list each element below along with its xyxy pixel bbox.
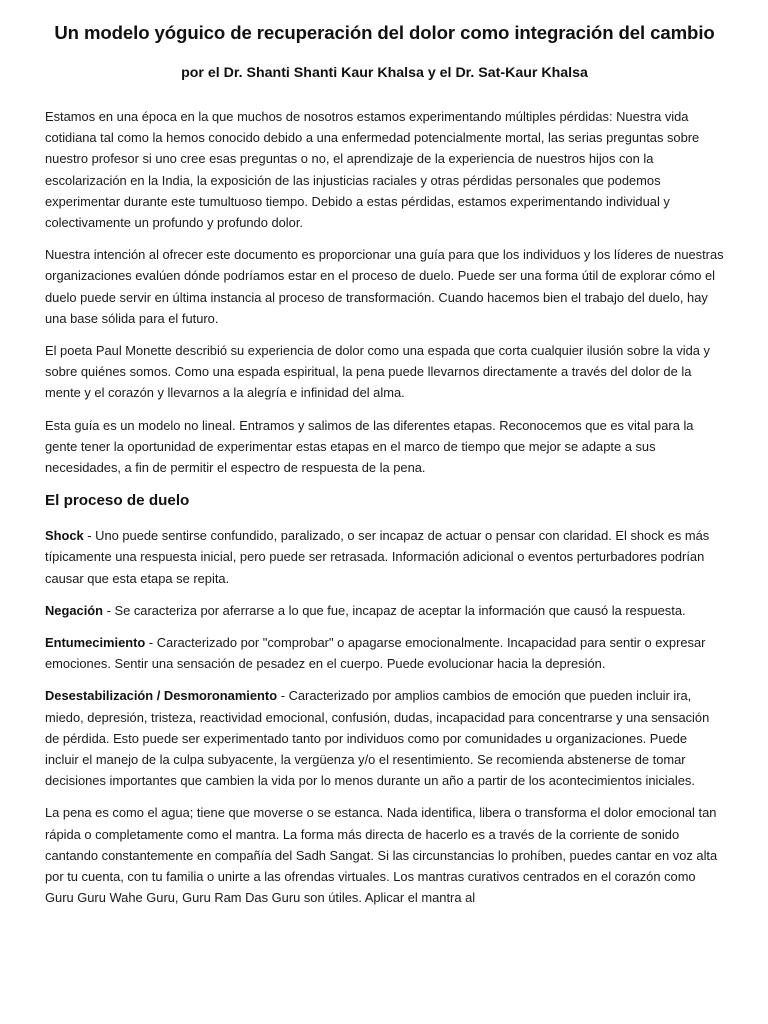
stage-shock: [45, 525, 724, 589]
stage-negacion: [45, 600, 724, 621]
stage-description: - Caracterizado por amplios cambios de emoción que pueden incluir ira, miedo, depresión, tristeza, reactividad emocional, confusión, dudas, incapacidad para concentrarse y una sensación de pérdida. Esto puede ser experimentado tanto por individuos como por comunidades u organizaciones. Puede incluir el manejo de la culpa subyacente, la vergüenza y/o el resentimiento. Se recomienda abstenerse de tomar decisiones importantes que cambien la vida por lo menos durante un año a partir de los acontecimientos iniciales.: [45, 688, 710, 789]
stage-term: Negación: [45, 602, 104, 618]
intro-paragraph-2: Nuestra intención al ofrecer este documento es proporcionar una guía para que los individuos y los líderes de nuestras organizaciones evalúen dónde podríamos estar en el proceso de duelo. Puede ser una forma útil de explorar cómo el duelo puede servir en última instancia al proceso de transformación. Cuando hacemos bien el trabajo del duelo, hay una base sólida para el futuro.: [45, 247, 724, 326]
stage-term: Shock: [45, 528, 84, 544]
document-authors: por el Dr. Shanti Shanti Kaur Khalsa y el Dr. Sat-Kaur Khalsa: [181, 65, 588, 81]
stage-entumecimiento: [45, 632, 724, 674]
stage-description: - Caracterizado por "comprobar" o apagarse emocionalmente. Incapacidad para sentir o expresar emociones. Sentir una sensación de pesadez en el cuerpo. Puede evolucionar hacia la depresión.: [45, 635, 706, 672]
closing-paragraph: La pena es como el agua; tiene que moverse o se estanca. Nada identifica, libera o transforma el dolor emocional tan rápida o completamente como el mantra. La forma más directa de hacerlo es a través de la corriente de sonido cantando constantemente en compañía del Sadh Sangat. Si las circunstancias lo prohíben, puedes cantar en voz alta por tu cuenta, con tu familia o unirte a las ofrendas virtuales. Los mantras curativos centrados en el corazón como Guru Guru Wahe Guru, Guru Ram Das Guru son útiles. Aplicar el mantra al: [45, 805, 718, 906]
stage-description: - Uno puede sentirse confundido, paralizado, o ser incapaz de actuar o pensar con claridad. El shock es más típicamente una respuesta inicial, pero puede ser retrasada. Información adicional o eventos perturbadores podrían causar que esta etapa se repita.: [45, 528, 710, 586]
intro-paragraph-1: Estamos en una época en la que muchos de nosotros estamos experimentando múltiples pérdidas: Nuestra vida cotidiana tal como la hemos conocido debido a una enfermedad potencialmente mortal, las serias preguntas sobre nuestro profesor si uno cree esas preguntas o no, el aprendizaje de la experiencia de nuestros hijos con la escolarización en la India, la exposición de las injusticias raciales y otras pérdidas personales que podemos experimentar durante este tumultuoso tiempo. Debido a estas pérdidas, estamos experimentando individual y colectivamente un profundo y profundo dolor.: [45, 109, 700, 231]
intro-paragraph-4: Esta guía es un modelo no lineal. Entramos y salimos de las diferentes etapas. Reconocemos que es vital para la gente tener la oportunidad de experimentar estas etapas en el marco de tiempo que mejor se adapte a sus necesidades, a fin de permitir el espectro de respuesta de la pena.: [45, 417, 694, 476]
stage-description: - Se caracteriza por aferrarse a lo que fue, incapaz de aceptar la información que causó la respuesta.: [103, 602, 686, 618]
stage-term: Entumecimiento: [45, 635, 146, 651]
intro-paragraph-3: El poeta Paul Monette describió su experiencia de dolor como una espada que corta cualquier ilusión sobre la vida y sobre quiénes somos. Como una espada espiritual, la pena puede llevarnos directamente a través del dolor de la mente y el corazón y llevarnos a la alegría e infinidad del alma.: [45, 343, 710, 401]
section-heading: El proceso de duelo: [45, 492, 190, 510]
stage-term: Desestabilización / Desmoronamiento: [45, 688, 278, 704]
stage-desestabilizacion: [45, 685, 724, 791]
document-title: Un modelo yóguico de recuperación del dolor como integración del cambio: [54, 22, 715, 43]
